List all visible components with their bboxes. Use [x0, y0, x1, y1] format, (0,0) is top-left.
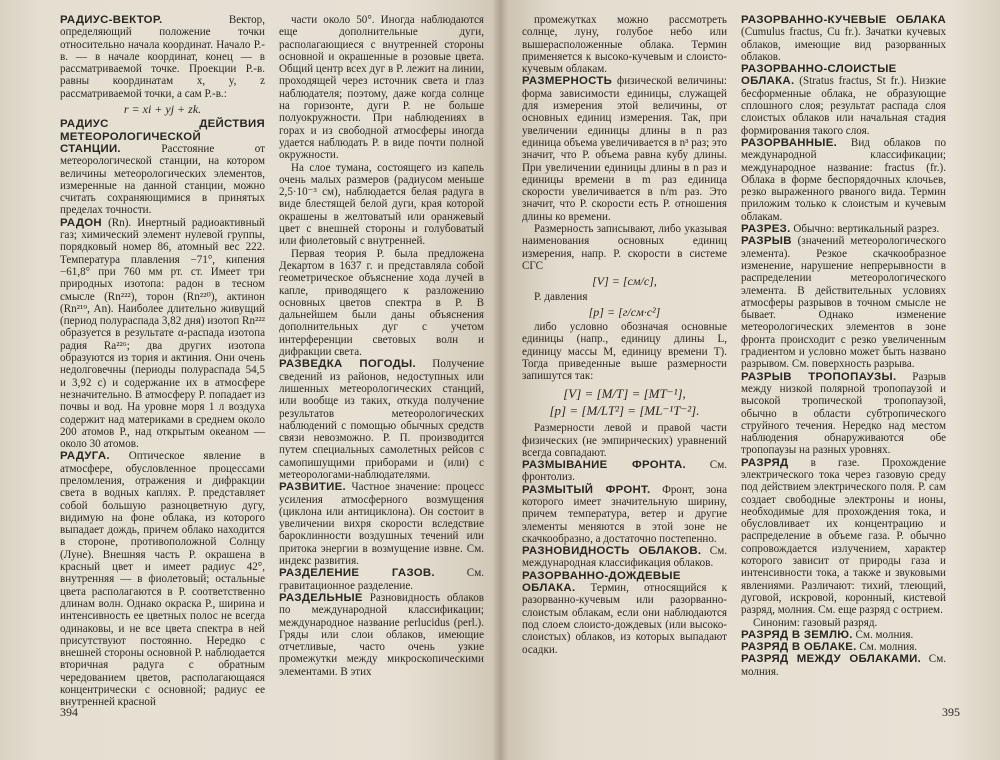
entry-headword: РАЗОРВАННО-СЛОИСТЫЕ ОБЛАКА.	[741, 63, 897, 88]
page-number-left: 394	[60, 705, 78, 719]
paragraph: либо условно обозначая основные единицы (напр., единицу длины L, единицу массы M, единицу времени T). Тогда приведенные выше размерности запишутся так:	[522, 321, 727, 383]
dictionary-entry	[279, 592, 484, 678]
dictionary-entry	[522, 545, 727, 570]
entry-headword: РАДОН	[60, 216, 102, 229]
entry-headword: РАДИУС-ВЕКТОР.	[60, 14, 163, 26]
entry-headword: РАЗДЕЛЕНИЕ ГАЗОВ.	[279, 567, 435, 580]
entry-text: Оптическое явление в атмосфере, обусловленное процессами преломления, отражения и дифракции света в водных каплях. Р. представляет собой большую разноцветную дугу, видимую на фоне облака, из которого выпадает дождь, причем облако находится в стороне, противоположной Солнцу (Луне). Внешняя часть Р. окрашена в красный цвет и имеет радиус 42°, внутренняя — в фиолетовый; остальные цвета располагаются в Р. соответственно длинам волн. Однако окраска Р., ширина и интенсивность ее цветных полос не всегда одинаковы, и не все цвета спектра в ней присутствуют постоянно. Нередко с внешней стороны основной Р. наблюдается вторичная радуга с обратным чередованием цветов, располагающаяся концентрически с основной; радиус ее внутренней красной	[60, 450, 265, 709]
right-column-1	[522, 14, 727, 694]
entry-headword: РАЗРЕЗ.	[741, 223, 791, 236]
entry-text: Фронт, зона которого имеет значительную ширину, причем температура, ветер и другие элементы меняются в этой зоне не скачкообразно, а достаточно постепенно.	[522, 483, 727, 545]
dictionary-entry	[60, 14, 265, 100]
entry-text: Разновидность облаков по международной классификации; международное название perlucidus (perl.). Гряды или слои облаков, имеющие отчетливые, часто очень узкие промежутки между микроскопическими элементами. В этих	[279, 591, 484, 678]
dictionary-entry	[741, 63, 946, 137]
entry-text: Вид облаков по международной классификации; международное название: fractus (fr.). Облака в форме беспорядочных клочьев, резко выраженного рваного вида. Термин приложим только к слоистым и кучевым облакам.	[741, 136, 946, 223]
entry-text: Частное значение: процесс усиления атмосферного возмущения (циклона или антициклона). Он состоит в увеличении вихря скорости вследствие бароклинности воздушных течений или притока энергии в возмущение извне. См. индекс развития.	[279, 481, 484, 568]
entry-headword: РАЗМЫВАНИЕ ФРОНТА.	[522, 459, 686, 472]
dictionary-entry	[522, 484, 727, 545]
entry-text: в газе. Прохождение электрического тока через газовую среду под действием электрического поля. Р. сам создает свободные электроны и ионы, необходимые для прохождения тока, и обусловливает их концентрацию и распределение в объеме газа. Р. обычно сопровождается излучением, характер которого зависит от природы газа и интенсивности тока, а также и звуковыми явлениями. Различают: тихий, тлеющий, дуговой, искровой, коронный, кистевой разряд, молния. См. еще разряд с острием.	[741, 456, 946, 617]
entry-text: См. молния.	[852, 628, 914, 641]
right-column-2	[741, 14, 946, 694]
dictionary-entry	[522, 75, 727, 223]
dictionary-entry	[741, 457, 946, 617]
right-page	[500, 0, 1000, 760]
dictionary-entry	[522, 459, 727, 484]
entry-headword: РАДИУС ДЕЙСТВИЯ МЕТЕОРОЛОГИЧЕСКОЙ СТАНЦИИ.	[60, 118, 265, 155]
paragraph: На слое тумана, состоящего из капель очень малых размеров (радиусом меньше 2,5·10⁻³ см), наблюдается белая радуга в виде блестящей белой дуги, края которой окрашены в желтоватый или оранжевый цвет с внешней стороны и голубоватый или фиолетовый с внутренней.	[279, 161, 484, 248]
entry-headword: РАЗДЕЛЬНЫЕ	[279, 591, 363, 604]
formula: [V] = [M/T] = [MT⁻¹],	[563, 385, 686, 401]
entry-text: Получение сведений из районов, недоступных или лишенных метеорологических станций, или вообще из таких, откуда получение результатов метеорологических наблюдений с помощью обычных средств связи невозможно. Р. П. производится путем специальных самолетных рейсов с самопишущими приборами и (или) с метеорологами-наблюдателями.	[279, 358, 484, 481]
dictionary-entry	[741, 137, 946, 223]
entry-headword: РАЗМЕРНОСТЬ	[522, 75, 613, 88]
formula: [p] = [г/см·с²]	[588, 304, 661, 319]
dictionary-entry	[741, 14, 946, 63]
entry-headword: РАЗРЫВ ТРОПОПАУЗЫ.	[741, 370, 897, 383]
entry-headword: РАЗРЯД	[741, 456, 789, 469]
dictionary-entry	[741, 629, 946, 641]
dictionary-entry	[741, 641, 946, 653]
paragraph: Р. давления	[534, 290, 588, 303]
dictionary-entry	[279, 567, 484, 592]
entry-text: (Cumulus fractus, Cu fr.). Зачатки кучевых облаков, имеющие вид разорванных облаков.	[741, 26, 946, 63]
entry-headword: РАЗРЯД В ОБЛАКЕ.	[741, 641, 857, 654]
entry-text: Обычно: вертикальный разрез.	[790, 223, 940, 236]
left-column-1	[60, 14, 265, 709]
right-page-columns	[522, 14, 980, 694]
left-page-columns	[60, 14, 486, 709]
dictionary-entry	[741, 223, 946, 235]
entry-headword: РАЗОРВАННО-КУЧЕВЫЕ ОБЛАКА	[741, 14, 946, 26]
entry-text: Вектор, определяющий положение точки относительно начала координат. Начало Р.-в. — в начале координат, конец — в рассматриваемой точке. Проекции Р.-в. равны координатам x, y, z рассматриваемой точки, а сам Р.-в.:	[60, 14, 265, 100]
entry-text: См. молния.	[856, 641, 918, 654]
entry-text: См. фронтолиз.	[522, 459, 727, 484]
entry-headword: РАЗРЯД МЕЖДУ ОБЛАКАМИ.	[741, 653, 922, 666]
formula: r = xi + yj + zk.	[123, 102, 202, 117]
entry-headword: РАЗОРВАННО-ДОЖДЕВЫЕ ОБЛАКА.	[522, 569, 681, 595]
paragraph: Размерности левой и правой части физических (не эмпирических) уравнений всегда совпадают.	[522, 422, 727, 459]
paragraph: Синоним: газовый разряд.	[753, 616, 878, 629]
dictionary-entry	[60, 118, 265, 216]
dictionary-entry	[60, 217, 265, 451]
entry-text: Разрыв между низкой полярной тропопаузой и высокой тропической тропопаузой, обычно в области субтропического струйного течения. Нередко над местом наблюдения обнаруживаются обе тропопаузы на разных уровнях.	[741, 370, 946, 457]
entry-text: (Stratus fractus, St fr.). Низкие бесформенные облака, не образующие сплошного слоя; результат распада слоя слоистых облаков или начальная стадия формирования такого слоя.	[741, 75, 946, 137]
formula: [p] = [M/LT²] = [ML⁻¹T⁻²].	[549, 402, 700, 418]
entry-headword: РАДУГА.	[60, 450, 110, 463]
entry-text: (Rn). Инертный радиоактивный газ; химический элемент нулевой группы, порядковый номер 86, атомный вес 222. Температура плавления −71°, кипения −61,8° при 760 мм рт. ст. Имеет три природных изотопа: радон в тесном смысле (Rn²²²), торон (Rn²²⁰), актинон (Rn²¹⁹, An). Наиболее длительно живущий (период полураспада 3,82 дня) изотоп Rn²²² образуется в результате α-распада изотопа радия Ra²²⁶; два других изотопа образуются из тория и актиния. Они очень недолговечны (периоды полураспада 54,5 и 3,92 с) и содержание их в атмосфере незначительно. В атмосферу Р. попадает из почвы и вод. На уровне моря 1 л воздуха содержит над материками в среднем около 200 атомов Р., над открытым океаном — около 30 атомов.	[60, 216, 265, 451]
page-number-right: 395	[942, 705, 960, 719]
entry-headword: РАЗНОВИДНОСТЬ ОБЛАКОВ.	[522, 545, 702, 558]
paragraph: Размерность записывают, либо указывая наименования основных единиц измерения, напр. Р. скорости в системе СГС	[522, 223, 727, 272]
entry-headword: РАЗВИТИЕ.	[279, 481, 346, 494]
entry-headword: РАЗМЫТЫЙ ФРОНТ.	[522, 483, 651, 496]
entry-text: (значений метеорологического элемента). Резкое скачкообразное изменение, нарушение непрерывности в распределении метеорологического элемента. В действительных условиях атмосферы разрывов в точном смысле не бывает. Однако изменение метеорологических элементов в зоне фронта происходит с резко увеличенным градиентом и условно может быть названо разрывом. См. поверхность разрыва.	[741, 235, 946, 371]
entry-headword: РАЗРЯД В ЗЕМЛЮ.	[741, 628, 853, 641]
dictionary-entry	[741, 653, 946, 678]
entry-text: См. молния.	[741, 653, 946, 678]
paragraph: промежутках можно рассмотреть солнце, луну, голубое небо или вышерасположенные облака. Термин применяется к высоко-кучевым и слоисто-кучевым облакам.	[522, 14, 727, 76]
entry-text: Расстояние от метеорологической станции, на котором величины метеорологических элементов, измеренные на данной станции, можно считать сохраняющимися в принятых пределах точности.	[60, 142, 265, 217]
dictionary-entry	[279, 358, 484, 481]
entry-text: См. гравитационное разделение.	[279, 567, 484, 592]
paragraph: Первая теория Р. была предложена Декартом в 1637 г. и представляла собой геометрическое объяснение хода лучей в капле, приводящего к разложению основных цветов спектра в Р. В дальнейшем были даны объяснения дополнительных дуг с учетом интерференции световых волн и дифракции света.	[279, 247, 484, 359]
dictionary-entry	[741, 371, 946, 457]
dictionary-entry	[522, 570, 727, 656]
entry-headword: РАЗОРВАННЫЕ.	[741, 136, 838, 149]
dictionary-entry	[60, 450, 265, 708]
dictionary-entry	[279, 481, 484, 567]
entry-headword: РАЗРЫВ	[741, 235, 792, 248]
entry-text: Термин, относящийся к разорванно-кучевым или разорванно-слоистым облакам, если они наблюдаются под слоем слоисто-дождевых (или высоко-слоистых) облаков, из которых выпадают осадки.	[522, 582, 727, 656]
dictionary-entry	[741, 235, 946, 370]
formula: [V] = [см/с],	[592, 274, 657, 289]
paragraph: части около 50°. Иногда наблюдаются еще дополнительные дуги, располагающиеся с внутренней стороны основной и окрашенные в розовые цвета. Общий центр всех дуг в Р. лежит на линии, проходящей через источник света и глаз наблюдателя; поэтому, даже когда солнце на горизонте, дуги Р. не больше полуокружности. При наблюдениях в горах и из свободной атмосферы иногда удается наблюдать Р. в виде почти полной окружности.	[279, 14, 484, 162]
entry-headword: РАЗВЕДКА ПОГОДЫ.	[279, 358, 416, 371]
entry-text: См. международная классификация облаков.	[522, 545, 727, 570]
entry-text: физической величины: форма зависимости единицы, служащей для измерения этой величины, от основных единиц измерения. Так, при увеличении единицы длины в n раз единица объема увеличивается в n³ раз; это значит, что Р. объема равна кубу длины. При увеличении единицы длины в n раз и единицы времени в m раз единица скорости увеличивается в n/m раз. Это значит, что Р. скорости есть Р. отношения длины ко времени.	[522, 75, 727, 223]
left-column-2	[279, 14, 484, 694]
